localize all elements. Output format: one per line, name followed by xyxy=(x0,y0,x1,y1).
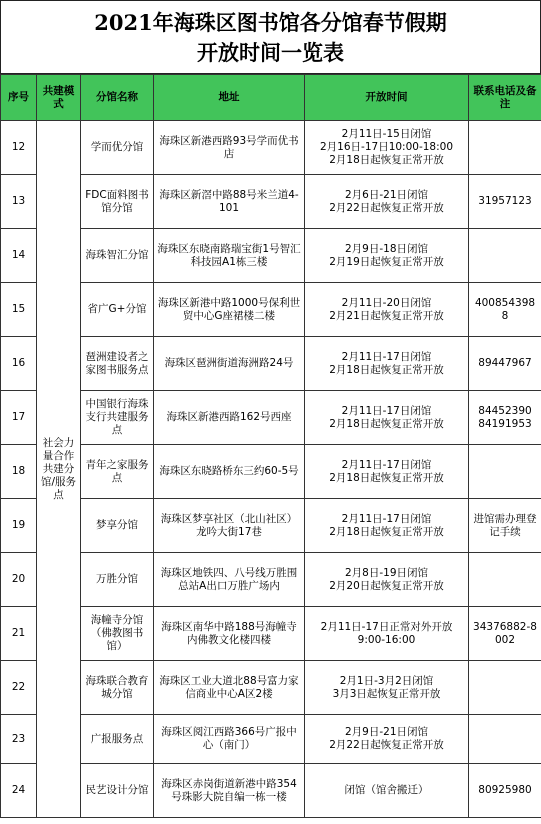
branch-name: 琶洲建设者之家图书服务点 xyxy=(81,337,154,391)
hours-line: 2月11日-17日闭馆 xyxy=(341,350,432,363)
branch-address: 海珠区阅江西路366号广报中心（南门） xyxy=(154,715,305,764)
opening-hours xyxy=(305,175,469,229)
contact-line: 31957123 xyxy=(478,195,532,207)
opening-hours xyxy=(305,715,469,764)
contact-info xyxy=(469,553,541,607)
row-no: 18 xyxy=(1,445,37,499)
table-row xyxy=(1,715,541,764)
hours-line: 2月18日起恢复正常开放 xyxy=(329,525,444,538)
table-row xyxy=(1,499,541,553)
contact-info xyxy=(469,661,541,715)
branch-name: 万胜分馆 xyxy=(81,553,154,607)
branch-address: 海珠区地铁四、八号线万胜围总站A出口万胜广场内 xyxy=(154,553,305,607)
branch-address: 海珠区南华中路188号海幢寺内佛教文化楼四楼 xyxy=(154,607,305,661)
table-row xyxy=(1,283,541,337)
header-hours: 开放时间 xyxy=(305,75,469,121)
branch-name: 海珠智汇分馆 xyxy=(81,229,154,283)
table-row xyxy=(1,391,541,445)
branch-address: 海珠区新滘中路88号米兰道4-101 xyxy=(154,175,305,229)
table-row xyxy=(1,229,541,283)
branch-address: 海珠区梦享社区（北山社区）龙吟大街17巷 xyxy=(154,499,305,553)
hours-line: 2月8日-19日闭馆 xyxy=(344,566,428,579)
hours-line: 2月11日-15日闭馆 xyxy=(341,128,432,140)
row-no: 21 xyxy=(1,607,37,661)
table-row xyxy=(1,553,541,607)
contact-line: 84191953 xyxy=(478,417,532,430)
contact-info xyxy=(469,607,541,661)
contact-info xyxy=(469,499,541,553)
contact-info xyxy=(469,229,541,283)
branch-name: 海珠联合教育城分馆 xyxy=(81,661,154,715)
hours-line: 3月3日起恢复正常开放 xyxy=(332,687,441,700)
branch-address: 海珠区东晓南路瑞宝街1号智汇科技园A1栋三楼 xyxy=(154,229,305,283)
table-row xyxy=(1,607,541,661)
opening-hours xyxy=(305,445,469,499)
table-body xyxy=(1,121,541,818)
opening-hours xyxy=(305,229,469,283)
hours-line: 2月11日-17日闭馆 xyxy=(341,458,432,471)
hours-line: 2月22日起恢复正常开放 xyxy=(329,201,444,214)
hours-line: 闭馆（馆舍搬迁） xyxy=(344,784,429,796)
contact-info xyxy=(469,764,541,818)
opening-hours xyxy=(305,499,469,553)
row-no: 16 xyxy=(1,337,37,391)
contact-line: 4008543988 xyxy=(474,296,536,322)
hours-line: 2月20日起恢复正常开放 xyxy=(329,579,444,592)
header-address: 地址 xyxy=(154,75,305,121)
branch-address: 海珠区工业大道北88号富力家信商业中心A区2楼 xyxy=(154,661,305,715)
contact-line: 进馆需办理登记手续 xyxy=(473,512,537,538)
contact-info xyxy=(469,445,541,499)
opening-hours xyxy=(305,764,469,818)
hours-line: 2月18日起恢复正常开放 xyxy=(329,363,444,376)
row-no: 22 xyxy=(1,661,37,715)
row-no: 15 xyxy=(1,283,37,337)
branch-name: 学而优分馆 xyxy=(81,121,154,175)
contact-line: 34376882-8002 xyxy=(473,620,537,646)
opening-hours xyxy=(305,607,469,661)
table-row xyxy=(1,121,541,175)
contact-line: 84452390 xyxy=(478,404,532,417)
title-line-2: 开放时间一览表 xyxy=(197,40,344,65)
branch-address: 海珠区新港西路162号西座 xyxy=(154,391,305,445)
table-row xyxy=(1,661,541,715)
opening-hours xyxy=(305,283,469,337)
hours-line: 2月21日起恢复正常开放 xyxy=(329,309,444,322)
branch-address: 海珠区赤岗街道新港中路354号珠影大院自编一栋一楼 xyxy=(154,764,305,818)
row-no: 14 xyxy=(1,229,37,283)
branch-name: 民艺设计分馆 xyxy=(81,764,154,818)
opening-hours xyxy=(305,553,469,607)
header-no: 序号 xyxy=(1,75,37,121)
hours-line: 2月1日-3月2日闭馆 xyxy=(339,674,434,687)
contact-info xyxy=(469,715,541,764)
branch-address: 海珠区琶洲街道海洲路24号 xyxy=(154,337,305,391)
row-no: 19 xyxy=(1,499,37,553)
opening-hours xyxy=(305,661,469,715)
branch-address: 海珠区新港西路93号学而优书店 xyxy=(154,121,305,175)
row-no: 12 xyxy=(1,121,37,175)
table-row xyxy=(1,764,541,818)
hours-line: 2月18日起恢复正常开放 xyxy=(329,154,444,166)
table-row xyxy=(1,337,541,391)
branch-name: 海幢寺分馆（佛教图书馆） xyxy=(81,607,154,661)
header-contact: 联系电话及备注 xyxy=(469,75,541,121)
branch-name: 梦享分馆 xyxy=(81,499,154,553)
contact-info xyxy=(469,391,541,445)
hours-line: 2月9日-21日闭馆 xyxy=(344,726,428,738)
opening-hours xyxy=(305,391,469,445)
opening-hours xyxy=(305,121,469,175)
row-no: 24 xyxy=(1,764,37,818)
branch-name: 广报服务点 xyxy=(81,715,154,764)
branch-name: 省广G+分馆 xyxy=(81,283,154,337)
hours-line: 2月22日起恢复正常开放 xyxy=(329,739,444,751)
cooperation-mode: 社会力量合作共建分馆/服务点 xyxy=(37,121,81,818)
table-header-row xyxy=(1,75,541,121)
contact-line: 89447967 xyxy=(478,357,532,369)
table-row xyxy=(1,175,541,229)
opening-hours xyxy=(305,337,469,391)
contact-info xyxy=(469,283,541,337)
row-no: 20 xyxy=(1,553,37,607)
branch-name: 青年之家服务点 xyxy=(81,445,154,499)
hours-line: 2月11日-17日正常对外开放 xyxy=(320,620,453,633)
branch-address: 海珠区新港中路1000号保利世贸中心G座裙楼二楼 xyxy=(154,283,305,337)
hours-line: 2月6日-21日闭馆 xyxy=(344,188,428,201)
hours-line: 2月18日起恢复正常开放 xyxy=(329,471,444,484)
contact-info xyxy=(469,121,541,175)
hours-line: 2月18日起恢复正常开放 xyxy=(329,417,444,430)
hours-line: 2月16日-17日10:00-18:00 xyxy=(320,141,453,153)
contact-info xyxy=(469,175,541,229)
header-branch: 分馆名称 xyxy=(81,75,154,121)
row-no: 23 xyxy=(1,715,37,764)
page-title xyxy=(0,0,541,74)
branch-name: FDC面料图书馆分馆 xyxy=(81,175,154,229)
branch-address: 海珠区东晓路桥东三约60-5号 xyxy=(154,445,305,499)
header-mode: 共建模式 xyxy=(37,75,81,121)
schedule-table xyxy=(0,74,541,818)
hours-line: 2月11日-17日闭馆 xyxy=(341,512,432,525)
table-row xyxy=(1,445,541,499)
branch-name: 中国银行海珠支行共建服务点 xyxy=(81,391,154,445)
hours-line: 2月11日-20日闭馆 xyxy=(341,296,432,309)
contact-info xyxy=(469,337,541,391)
row-no: 13 xyxy=(1,175,37,229)
hours-line: 9:00-16:00 xyxy=(357,633,416,646)
title-line-1: 2021年海珠区图书馆各分馆春节假期 xyxy=(94,10,447,35)
hours-line: 2月9日-18日闭馆 xyxy=(344,242,428,255)
row-no: 17 xyxy=(1,391,37,445)
hours-line: 2月11日-17日闭馆 xyxy=(341,404,432,417)
contact-line: 80925980 xyxy=(478,784,532,796)
hours-line: 2月19日起恢复正常开放 xyxy=(329,255,444,268)
